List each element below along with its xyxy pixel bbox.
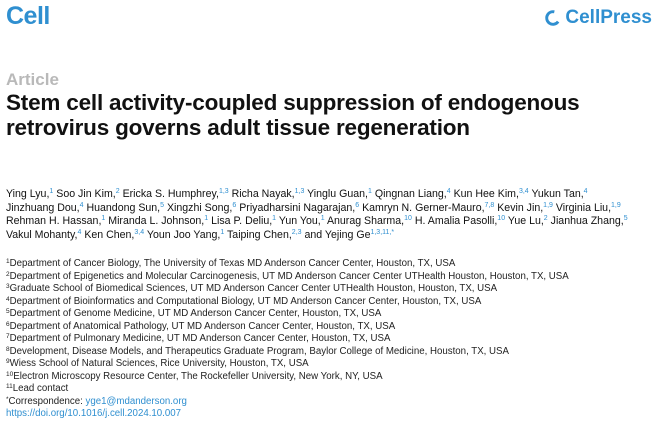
affiliation-text: Department of Anatomical Pathology, UT MD Anderson Cancer Center, Houston, TX, USA [9,320,396,332]
affiliation-text: Wiess School of Natural Sciences, Rice University, Houston, TX, USA [9,358,309,369]
affiliation-item [6,308,656,321]
author-item [167,202,236,214]
author-item [227,229,302,241]
author-item [6,202,84,214]
author-name: Rehman H. Hassan, [6,215,102,228]
author-name: Priyadharsini Nagarajan, [239,201,356,214]
author-name: Jianhua Zhang, [550,215,624,228]
author-affiliation-ref: 3,4 [134,228,145,236]
affiliation-number: 7 [6,333,10,340]
publisher-logo[interactable] [544,7,652,29]
author-item [307,188,372,200]
author-name: Youn Joo Yang, [146,228,221,241]
affiliation-number: 2 [6,270,10,278]
correspondence: *Correspondence: yge1@mdanderson.org [6,395,187,407]
author-name: Virginia Liu, [555,201,612,214]
author-affiliation-ref: 3,4 [518,188,529,195]
author-item [6,229,81,241]
correspondence-email[interactable]: yge1@mdanderson.org [85,395,187,407]
author-name: Kamryn N. Gerner-Mauro, [362,201,485,214]
author-name: Ying Lyu, [6,188,50,200]
author-item [415,215,505,227]
author-item [375,188,451,200]
author-item [211,215,276,227]
affiliation-item [6,258,656,271]
author-name: H. Amalia Pasolli, [414,215,498,228]
affiliation-number: 6 [6,320,10,328]
article-type: Article [6,70,59,89]
affiliation-text: Development, Disease Models, and Therapeutics Graduate Program, Baylor College of Medicine, Houston, TX, USA [9,345,509,357]
author-item [454,188,529,200]
affiliation-text: Department of Epigenetics and Molecular Carcinogenesis, UT MD Anderson Cancer Center UTHealth Houston, Houston, TX, USA [9,270,569,282]
author-item [108,215,208,227]
affiliation-number: 11 [6,383,13,390]
author-name: Yinglu Guan, [307,188,368,200]
affiliation-text: Electron Microscopy Resource Center, The Rockefeller University, New York, NY, USA [13,370,383,382]
author-name: Miranda L. Johnson, [108,215,205,228]
author-name: Qingnan Liang, [374,188,447,200]
publisher-name: CellPress [565,7,652,28]
author-affiliation-ref: 6 [232,201,237,209]
author-affiliation-ref: 10 [497,215,506,223]
author-item [123,188,229,200]
affiliation-number: 4 [6,295,10,303]
author-affiliation-ref: 1,3 [218,188,229,195]
author-name: Kevin Jin, [497,201,544,214]
doi-link[interactable]: https://doi.org/10.1016/j.cell.2024.10.007 [6,408,182,419]
author-item [6,215,105,227]
affiliation-item [6,283,656,296]
author-affiliation-ref: 5 [623,215,628,223]
author-item [551,215,628,227]
affiliation-item [6,346,656,359]
affiliation-item [6,371,656,384]
author-name: Xingzhi Song, [166,201,233,214]
article-title: Stem cell activity-coupled suppression of endogenous retrovirus governs adult tissue regeneration [6,90,580,140]
author-name: and Yejing Ge [304,228,371,241]
affiliation-number: 9 [6,358,10,365]
affiliation-text: Department of Cancer Biology, The University of Texas MD Anderson Cancer Center, Houston, TX, USA [9,258,456,269]
author-affiliation-ref: 4 [583,188,588,195]
author-item [84,229,144,241]
author-list [6,188,656,242]
author-name: Anurag Sharma, [326,215,405,228]
author-affiliation-ref: 5 [160,201,165,209]
author-name: Soo Jin Kim, [56,188,116,200]
author-name: Ken Chen, [84,228,135,241]
author-affiliation-ref: 2,3 [291,228,302,236]
author-affiliation-ref: 1,9 [611,201,621,209]
correspondence-label: Correspondence: [8,395,86,407]
author-name: Huandong Sun, [86,201,161,214]
author-name: Richa Nayak, [231,188,295,200]
author-item [147,229,224,241]
author-name: Yue Lu, [507,215,544,228]
affiliation-item [6,333,656,346]
author-affiliation-ref: 4 [77,228,82,236]
author-name: Yun You, [278,215,321,228]
journal-logo: Cell [6,2,50,30]
author-affiliation-ref: 1,9 [543,201,553,209]
author-item [232,188,305,200]
affiliation-text: Graduate School of Biomedical Sciences, UT MD Anderson Cancer Center UTHealth Houston, Houston, TX, USA [9,283,498,294]
affiliation-text: Department of Genome Medicine, UT MD Anderson Cancer Center, Houston, TX, USA [9,308,382,319]
author-item [327,215,412,227]
author-item [6,188,53,200]
author-affiliation-ref: 1 [220,228,225,236]
affiliation-text: Department of Bioinformatics and Computational Biology, UT MD Anderson Cancer Center, Houston, TX, USA [9,295,482,307]
author-name: Yukun Tan, [531,188,584,200]
affiliation-item [6,271,656,284]
affiliation-number: 10 [6,370,14,378]
affiliation-number: 5 [6,308,10,315]
affiliation-number: 1 [6,258,10,265]
author-name: Ericka S. Humphrey, [122,188,219,200]
affiliation-list [6,258,656,421]
author-item [86,202,164,214]
cellpress-icon [544,9,562,27]
author-affiliation-ref: 4 [79,201,84,209]
author-affiliation-ref: 7,8 [484,201,495,209]
author-name: Taiping Chen, [227,228,292,241]
author-item [497,202,553,214]
author-affiliation-ref: 10 [404,215,412,223]
author-affiliation-ref: 1 [272,215,277,223]
author-item [508,215,548,227]
author-item [531,188,587,200]
author-affiliation-ref: 4 [446,188,451,195]
author-affiliation-ref: 1 [367,188,372,195]
author-name: Jinzhuang Dou, [6,201,80,214]
affiliation-item [6,383,656,396]
affiliation-number: 8 [6,345,10,353]
affiliation-text: Lead contact [12,383,69,394]
author-affiliation-ref: 1,3,11,* [370,228,395,236]
author-affiliation-ref: 1 [101,215,106,223]
affiliation-item [6,321,656,334]
affiliation-text: Department of Pulmonary Medicine, UT MD Anderson Cancer Center, Houston, TX, USA [9,333,391,344]
author-affiliation-ref: 2 [115,188,120,195]
affiliation-number: 3 [6,283,10,290]
author-name: Lisa P. Deliu, [211,215,273,228]
affiliation-item [6,358,656,371]
author-affiliation-ref: 1 [49,188,54,195]
author-item [239,202,359,214]
author-affiliation-ref: 1 [320,215,325,223]
author-name: Kun Hee Kim, [453,188,519,200]
author-item [362,202,494,214]
author-item [56,188,119,200]
author-affiliation-ref: 6 [355,201,360,209]
author-affiliation-ref: 1,3 [294,188,305,195]
author-affiliation-ref: 1 [204,215,209,223]
author-item [556,202,621,214]
author-item [304,229,394,241]
author-name: Vakul Mohanty, [6,228,78,241]
author-item [279,215,325,227]
author-affiliation-ref: 2 [543,215,548,223]
affiliation-item [6,296,656,309]
